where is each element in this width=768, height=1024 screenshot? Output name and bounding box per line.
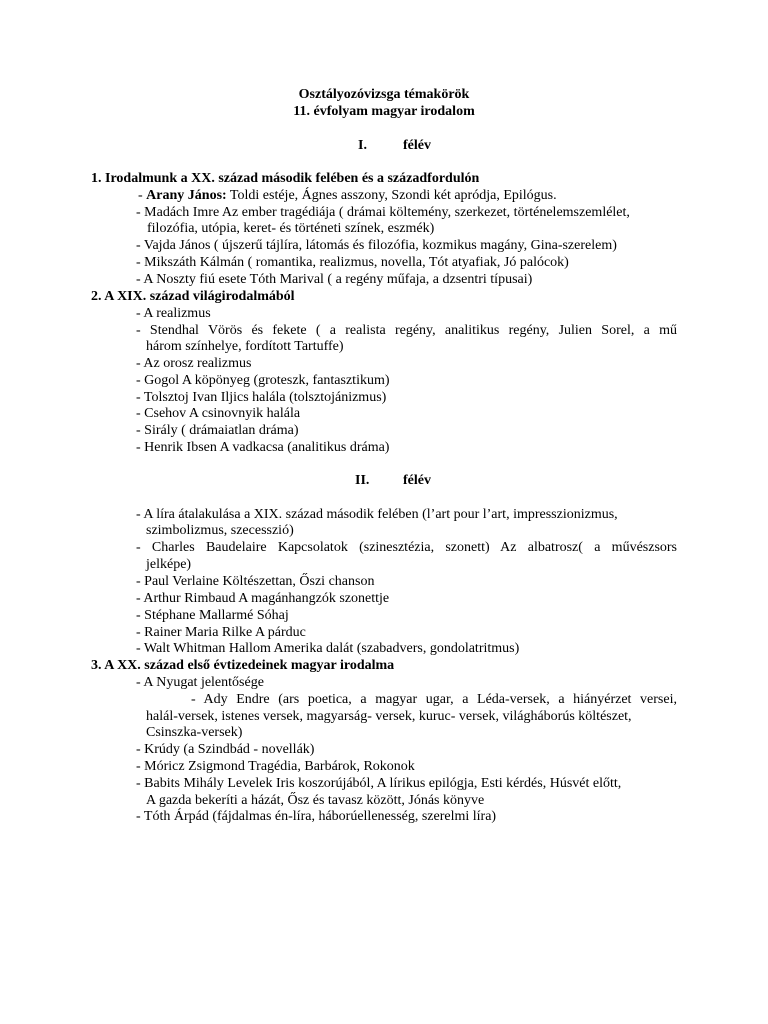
list-item-moricz: - Móricz Zsigmond Tragédia, Barbárok, Rokonok bbox=[136, 759, 415, 774]
list-item-tolsztoj: - Tolsztoj Ivan Iljics halála (tolsztojánizmus) bbox=[136, 390, 387, 405]
list-item-text: Toldi estéje, Ágnes asszony, Szondi két apródja, Epilógus. bbox=[226, 188, 557, 203]
list-item-orosz: - Az orosz realizmus bbox=[136, 356, 252, 371]
list-item-toth: - Tóth Árpád (fájdalmas én-líra, háborúellenesség, szerelmi líra) bbox=[136, 809, 497, 824]
list-item-ady: - Ady Endre (ars poetica, a magyar ugar, a Léda-versek, a hiányérzet versei, bbox=[191, 692, 677, 707]
list-item-siraly: - Sirály ( drámaiatlan dráma) bbox=[136, 423, 299, 438]
list-item-baudelaire-cont: jelképe) bbox=[146, 557, 192, 572]
list-dash: - bbox=[138, 188, 147, 203]
list-item-arany bbox=[138, 187, 557, 204]
list-item-rilke: - Rainer Maria Rilke A párduc bbox=[136, 625, 306, 640]
list-item-mikszath: - Mikszáth Kálmán ( romantika, realizmus, novella, Tót atyafiak, Jó palócok) bbox=[136, 255, 569, 270]
author-name-arany: Arany János: bbox=[146, 188, 227, 203]
document-subtitle: 11. évfolyam magyar irodalom bbox=[293, 104, 475, 119]
list-item-baudelaire: - Charles Baudelaire Kapcsolatok (szinesztézia, szonett) Az albatrosz( a művészsors bbox=[136, 540, 677, 555]
list-item-vajda: - Vajda János ( újszerű tájlíra, látomás és filozófia, kozmikus magány, Gina-szerelem) bbox=[136, 238, 617, 253]
list-item-rimbaud: - Arthur Rimbaud A magánhangzók szonettje bbox=[136, 591, 390, 606]
list-item-verlaine: - Paul Verlaine Költészettan, Őszi chanson bbox=[136, 574, 375, 589]
list-item-lira: - A líra átalakulása a XIX. század második felében (l’art pour l’art, impresszionizmus, bbox=[136, 507, 618, 522]
list-item-mallarme: - Stéphane Mallarmé Sóhaj bbox=[136, 608, 289, 623]
list-item-ady-cont-1: halál-versek, istenes versek, magyarság- versek, kuruc- versek, világháborús költészet, bbox=[146, 709, 632, 724]
list-item-realizmus: - A realizmus bbox=[136, 306, 211, 321]
list-item-whitman: - Walt Whitman Hallom Amerika dalát (szabadvers, gondolatritmus) bbox=[136, 641, 520, 656]
semester-2-label: félév bbox=[403, 473, 431, 488]
list-item-stendhal: - Stendhal Vörös és fekete ( a realista regény, analitikus regény, Julien Sorel, a mű bbox=[136, 323, 677, 338]
list-item-noszty: - A Noszty fiú esete Tóth Marival ( a regény műfaja, a dzsentri típusai) bbox=[136, 272, 533, 287]
section-3-heading: 3. A XX. század első évtizedeinek magyar irodalma bbox=[91, 658, 395, 673]
list-item-babits-cont: A gazda bekeríti a házát, Ősz és tavasz között, Jónás könyve bbox=[146, 793, 485, 808]
section-1-heading: 1. Irodalmunk a XX. század második felében és a századfordulón bbox=[91, 171, 480, 186]
list-item-lira-cont: szimbolizmus, szecesszió) bbox=[146, 523, 294, 538]
list-item-madach: - Madách Imre Az ember tragédiája ( drámai költemény, szerkezet, történelemszemlélet, bbox=[136, 205, 630, 220]
list-item-madach-cont: filozófia, utópia, keret- és történeti színek, eszmék) bbox=[147, 221, 435, 236]
list-item-ibsen: - Henrik Ibsen A vadkacsa (analitikus dráma) bbox=[136, 440, 390, 455]
document-title: Osztályozóvizsga témakörök bbox=[298, 87, 470, 102]
list-item-csehov: - Csehov A csinovnyik halála bbox=[136, 406, 301, 421]
list-item-babits: - Babits Mihály Levelek Iris koszorújából, A lírikus epilógja, Esti kérdés, Húsvét előtt, bbox=[136, 776, 622, 791]
list-item-ady-cont-2: Csinszka-versek) bbox=[146, 725, 243, 740]
section-2-heading: 2. A XIX. század világirodalmából bbox=[91, 289, 295, 304]
semester-1-numeral: I. bbox=[358, 138, 367, 153]
semester-2-numeral: II. bbox=[355, 473, 370, 488]
list-item-gogol: - Gogol A köpönyeg (groteszk, fantasztikum) bbox=[136, 373, 390, 388]
semester-1-label: félév bbox=[403, 138, 431, 153]
list-item-nyugat: - A Nyugat jelentősége bbox=[136, 675, 264, 690]
list-item-stendhal-cont: három színhelye, fordított Tartuffe) bbox=[146, 339, 344, 354]
list-item-krudy: - Krúdy (a Szindbád - novellák) bbox=[136, 742, 315, 757]
